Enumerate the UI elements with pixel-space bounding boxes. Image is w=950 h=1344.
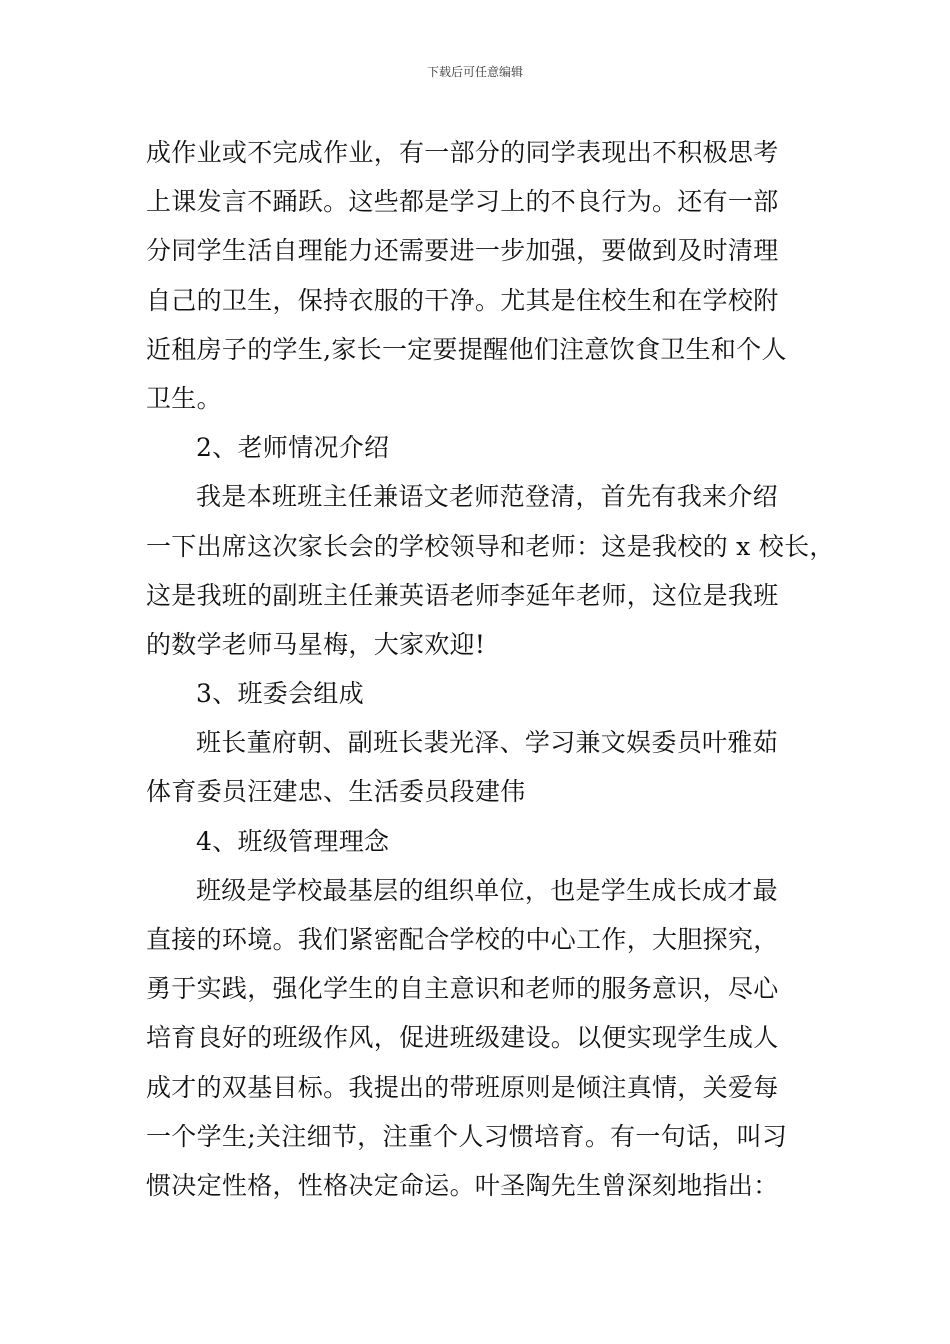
section-heading: 3、班委会组成 bbox=[196, 679, 365, 709]
text-line: 培育良好的班级作风，促进班级建设。以便实现学生成人 bbox=[146, 1023, 779, 1053]
text-line: 一下出席这次家长会的学校领导和老师：这是我校的 x 校长， bbox=[146, 531, 835, 561]
text-line: 惯决定性格，性格决定命运。叶圣陶先生曾深刻地指出： bbox=[146, 1170, 779, 1200]
text-line: 体育委员汪建忠、生活委员段建伟 bbox=[146, 777, 526, 807]
text-line: 卫生。 bbox=[146, 383, 222, 413]
text-line: 班级是学校最基层的组织单位，也是学生成长成才最 bbox=[196, 875, 778, 905]
text-line: 直接的环境。我们紧密配合学校的中心工作，大胆探究， bbox=[146, 925, 779, 954]
text-line: 一个学生;关注细节，注重个人习惯培育。有一句话，叫习 bbox=[146, 1121, 788, 1151]
text-line: 自己的卫生，保持衣服的干净。尤其是住校生和在学校附 bbox=[146, 285, 779, 315]
section-heading: 2、老师情况介绍 bbox=[196, 433, 390, 463]
text-line: 成作业或不完成作业，有一部分的同学表现出不积极思考 bbox=[146, 138, 779, 167]
text-line: 这是我班的副班主任兼英语老师李延年老师，这位是我班 bbox=[146, 580, 779, 610]
text-line: 近租房子的学生,家长一定要提醒他们注意饮食卫生和个人 bbox=[146, 334, 787, 364]
text-line: 上课发言不踊跃。这些都是学习上的不良行为。还有一部 bbox=[146, 187, 779, 217]
text-line: 我是本班班主任兼语文老师范登清，首先有我来介绍 bbox=[196, 482, 778, 512]
text-line: 成才的双基目标。我提出的带班原则是倾注真情，关爱每 bbox=[146, 1072, 779, 1102]
text-line: 班长董府朝、副班长裴光泽、学习兼文娱委员叶雅茹 bbox=[196, 728, 778, 758]
text-line: 的数学老师马星梅，大家欢迎! bbox=[146, 629, 486, 659]
text-line: 分同学生活自理能力还需要进一步加强，要做到及时清理 bbox=[146, 236, 779, 266]
text-line: 勇于实践，强化学生的自主意识和老师的服务意识，尽心 bbox=[146, 974, 779, 1004]
section-heading: 4、班级管理理念 bbox=[196, 826, 390, 856]
page-header: 下载后可任意编辑 bbox=[426, 65, 523, 79]
document-body bbox=[146, 128, 835, 1210]
